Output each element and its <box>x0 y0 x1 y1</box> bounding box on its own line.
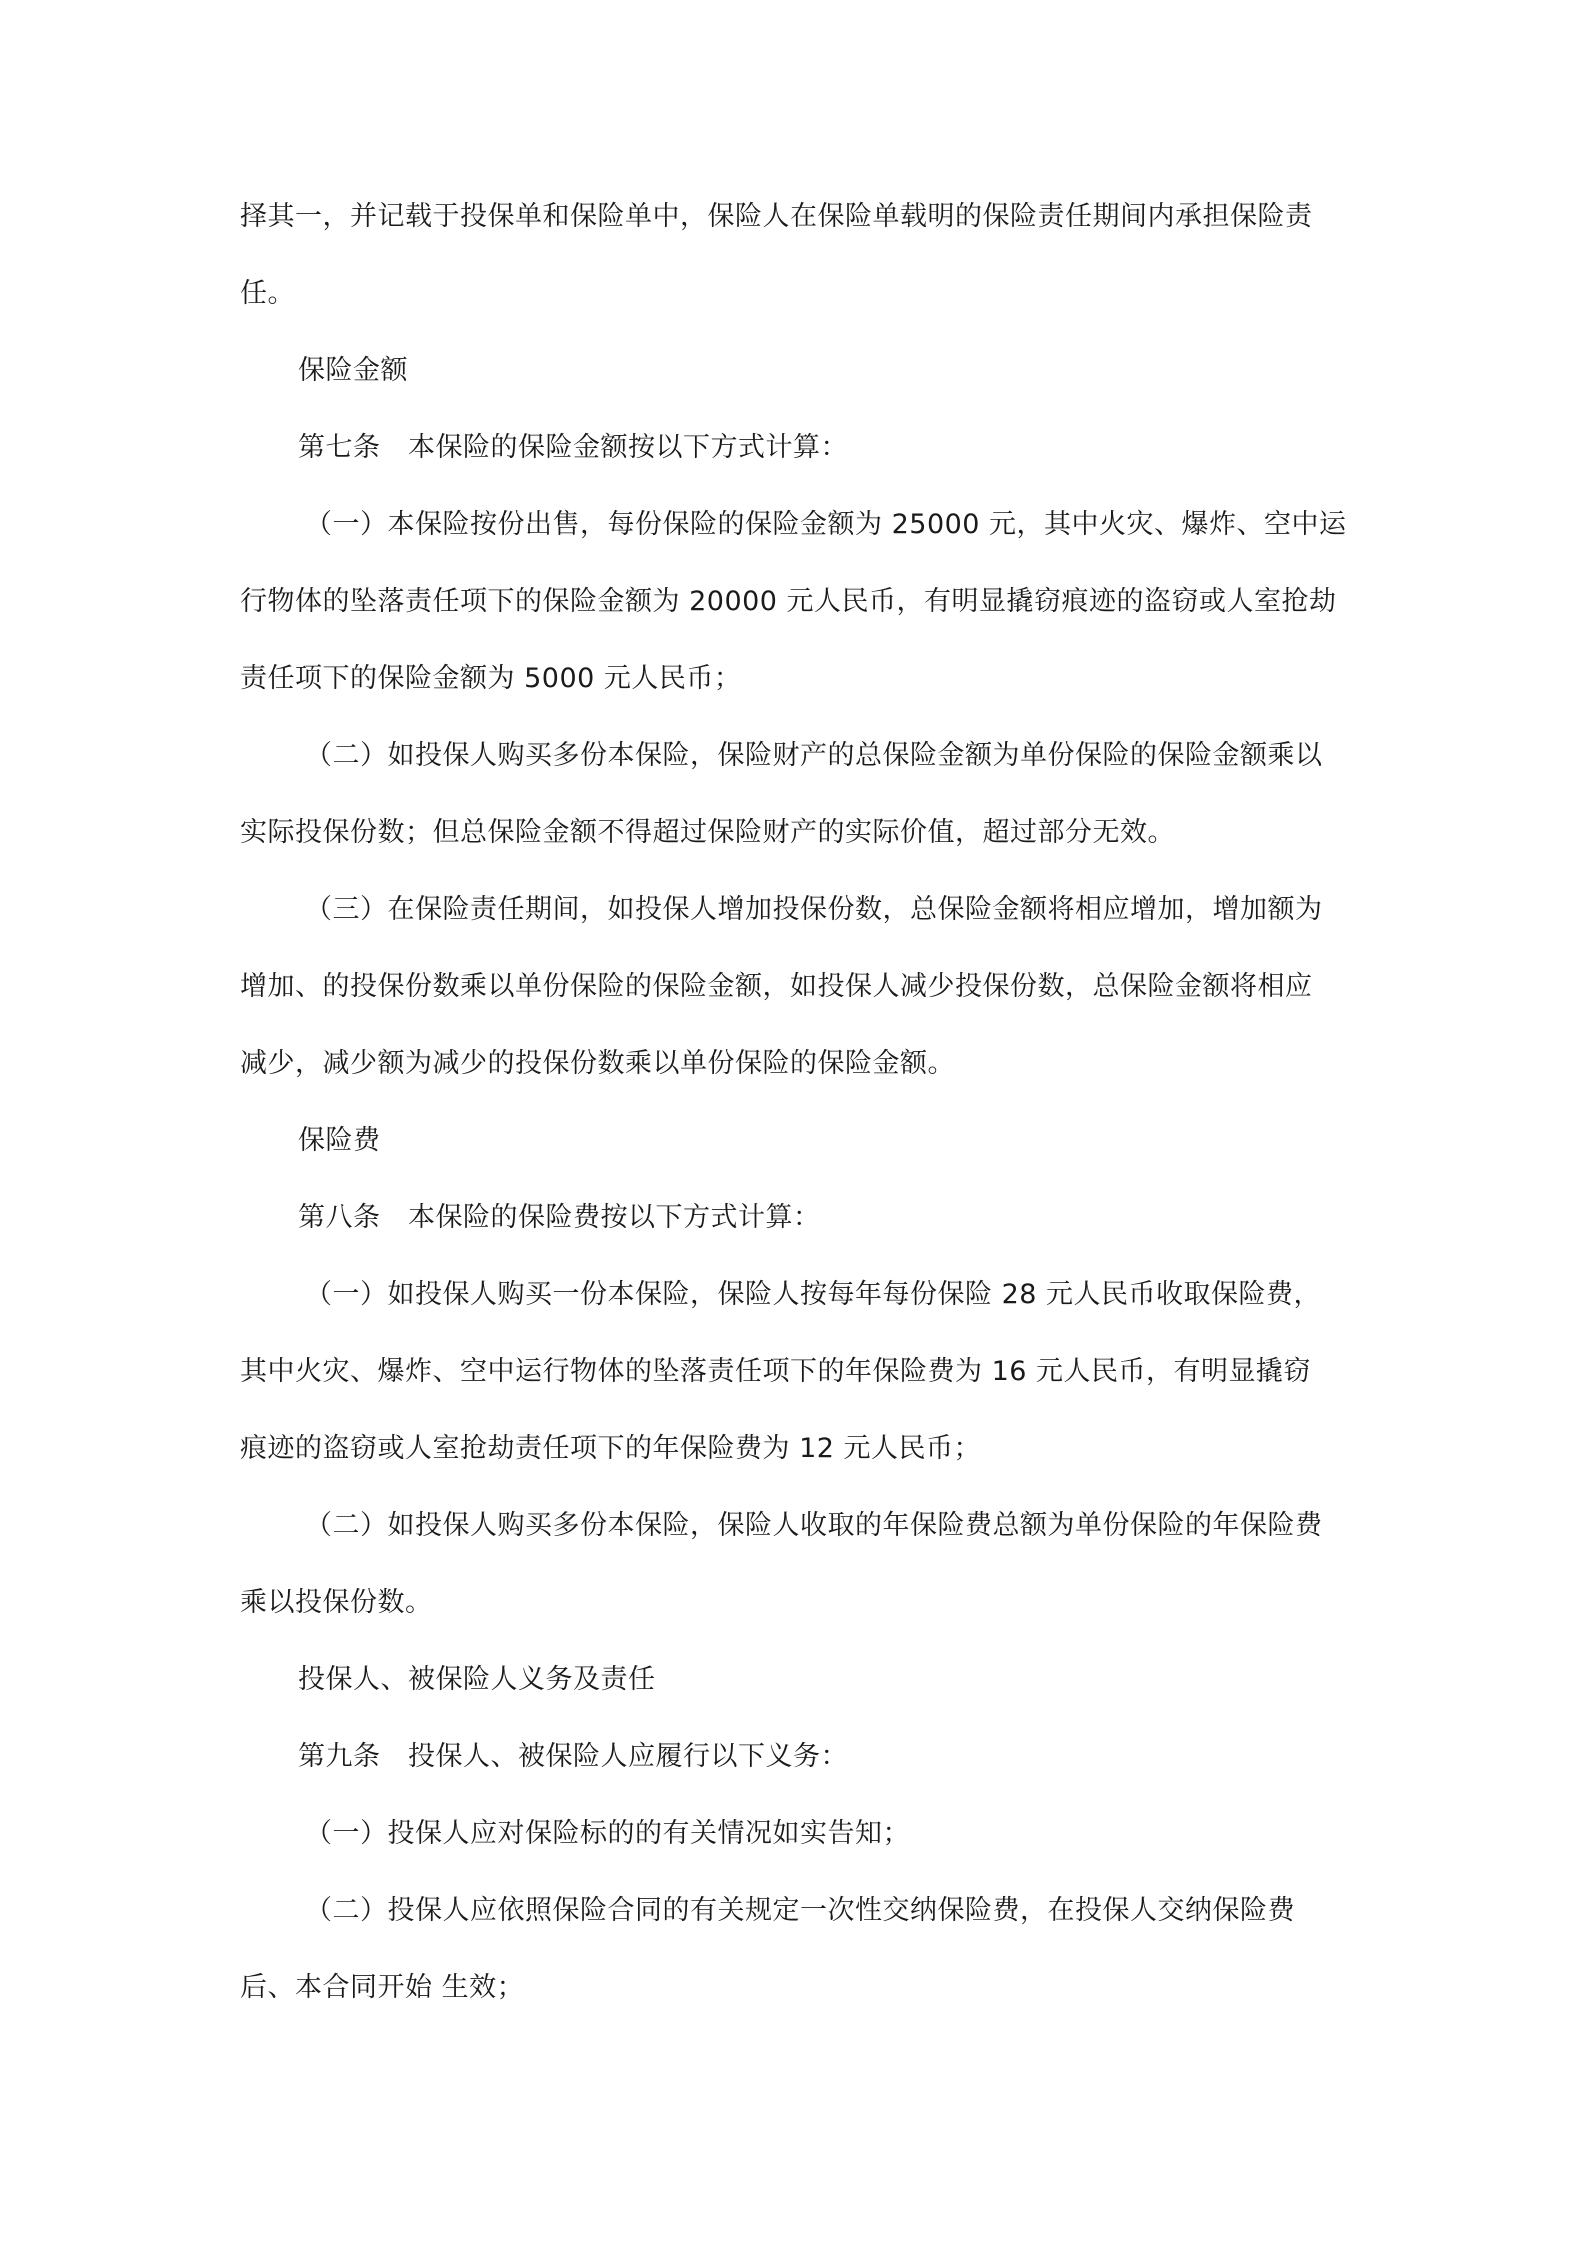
section-heading: 保险费 <box>298 1125 381 1156</box>
body-line: 痕迹的盗窃或人室抢劫责任项下的年保险费为 12 元人民币； <box>240 1433 982 1464</box>
body-line: 其中火灾、爆炸、空中运行物体的坠落责任项下的年保险费为 16 元人民币，有明显撬窃 <box>240 1356 1312 1387</box>
body-line: 行物体的坠落责任项下的保险金额为 20000 元人民币，有明显撬窃痕迹的盗窃或人室抢劫 <box>240 586 1337 617</box>
clause-line: （一）如投保人购买一份本保险，保险人按每年每份保险 28 元人民币收取保险费， <box>305 1279 1322 1310</box>
body-line: 择其一，并记载于投保单和保险单中，保险人在保险单载明的保险责任期间内承担保险责 <box>240 201 1313 232</box>
section-heading: 保险金额 <box>298 355 408 386</box>
article-heading: 第八条 本保险的保险费按以下方式计算： <box>298 1202 821 1233</box>
section-heading: 投保人、被保险人义务及责任 <box>298 1664 656 1695</box>
clause-line: （一）本保险按份出售，每份保险的保险金额为 25000 元，其中火灾、爆炸、空中运 <box>305 509 1347 540</box>
body-line: 后、本合同开始 生效； <box>240 1972 525 2003</box>
body-line: 任。 <box>240 278 295 309</box>
body-line: 实际投保份数；但总保险金额不得超过保险财产的实际价值，超过部分无效。 <box>240 817 1175 848</box>
clause-line: （二）如投保人购买多份本保险，保险人收取的年保险费总额为单份保险的年保险费 <box>305 1510 1323 1541</box>
clause-line: （二）如投保人购买多份本保险，保险财产的总保险金额为单份保险的保险金额乘以 <box>305 740 1323 771</box>
article-heading: 第九条 投保人、被保险人应履行以下义务： <box>298 1741 848 1772</box>
body-line: 增加、的投保份数乘以单份保险的保险金额，如投保人减少投保份数，总保险金额将相应 <box>240 971 1313 1002</box>
clause-line: （三）在保险责任期间，如投保人增加投保份数，总保险金额将相应增加，增加额为 <box>305 894 1323 925</box>
body-line: 责任项下的保险金额为 5000 元人民币； <box>240 663 742 694</box>
clause-line: （二）投保人应依照保险合同的有关规定一次性交纳保险费，在投保人交纳保险费 <box>305 1895 1295 1926</box>
article-heading: 第七条 本保险的保险金额按以下方式计算： <box>298 432 848 463</box>
clause-line: （一）投保人应对保险标的的有关情况如实告知； <box>305 1818 910 1849</box>
body-line: 乘以投保份数。 <box>240 1587 433 1618</box>
body-line: 减少，减少额为减少的投保份数乘以单份保险的保险金额。 <box>240 1048 955 1079</box>
